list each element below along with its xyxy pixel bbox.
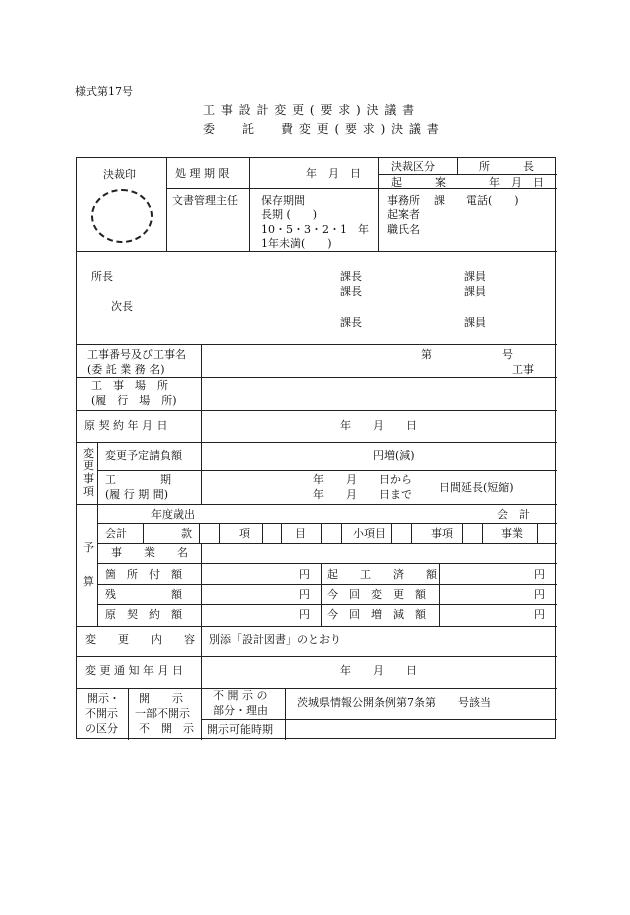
category-label: 決裁区分 xyxy=(391,160,435,173)
approval-staff-2: 課員 xyxy=(464,285,486,298)
budget-char-2: 算 xyxy=(83,575,94,588)
seal-label: 決裁印 xyxy=(103,168,136,181)
title-line-2: 委 託 費 変 更 ( 要 求 ) 決 議 書 xyxy=(203,122,440,136)
completed-label: 起 工 済 額 xyxy=(327,568,437,581)
reason-label-1: 不 開 示 の xyxy=(213,689,268,702)
retention-long: 長期 ( ) xyxy=(261,208,318,221)
project-name-label: 事 業 名 xyxy=(111,546,188,559)
this-delta-yen: 円 xyxy=(534,608,545,621)
moku-label: 目 xyxy=(295,527,306,540)
remaining-label: 残 額 xyxy=(105,588,182,601)
seal-circle xyxy=(91,189,153,243)
deadline-value: 年 月 日 xyxy=(306,167,361,180)
jikou-label: 事項 xyxy=(431,527,453,540)
section-label: 課 xyxy=(434,194,445,207)
position-label: 職氏名 xyxy=(387,223,420,236)
change-items-char-4: 項 xyxy=(83,485,94,498)
period-from: 年 月 日から xyxy=(313,473,412,486)
period-to: 年 月 日まで xyxy=(313,488,412,501)
kou-label: 項 xyxy=(239,527,250,540)
phone-label: 電話( ) xyxy=(466,194,519,207)
disclosure-option-3: 不 開 示 xyxy=(139,722,194,735)
doc-manager-label: 文書管理主任 xyxy=(172,194,238,207)
resolution-form xyxy=(76,157,556,739)
remaining-yen: 円 xyxy=(299,588,310,601)
original-contract-yen: 円 xyxy=(299,608,310,621)
period-sub-label: (履 行 期 間) xyxy=(105,488,169,501)
budget-char-1: 予 xyxy=(83,541,94,554)
completed-yen: 円 xyxy=(534,568,545,581)
change-items-char-2: 更 xyxy=(83,459,94,472)
extension-days: 日間延長(短縮) xyxy=(439,481,514,494)
reason-value: 茨城県情報公開条例第7条第 号該当 xyxy=(297,696,491,709)
change-items-char-3: 事 xyxy=(83,472,94,485)
approval-director: 所長 xyxy=(91,270,113,283)
approval-chief-1: 課長 xyxy=(340,270,362,283)
retention-title: 保存期間 xyxy=(261,194,305,207)
period-label: 工 期 xyxy=(105,473,171,486)
kan-label: 款 xyxy=(181,527,192,540)
planned-amount-value: 円増(減) xyxy=(373,449,415,462)
consign-name-label: (委 託 業 務 名) xyxy=(87,363,165,376)
approval-chief-2: 課長 xyxy=(340,285,362,298)
allocated-label: 箇 所 付 額 xyxy=(105,568,182,581)
reason-label-2: 部分・理由 xyxy=(213,704,268,717)
notify-date-label: 変 更 通 知 年 月 日 xyxy=(85,664,183,677)
disclosure-label-3: の区分 xyxy=(85,722,118,735)
disclosure-label-1: 開示・ xyxy=(87,692,120,705)
drafted-value: 年 月 日 xyxy=(489,176,544,189)
approval-chief-3: 課長 xyxy=(340,316,362,329)
subitem-label: 小項目 xyxy=(353,527,386,540)
this-change-yen: 円 xyxy=(534,588,545,601)
location-sub-label: (履 行 場 所) xyxy=(91,394,177,407)
location-label: 工 事 場 所 xyxy=(91,379,168,392)
approval-staff-1: 課員 xyxy=(464,270,486,283)
change-content-label: 変 更 内 容 xyxy=(85,633,195,646)
change-content-value: 別添「設計図書」のとおり xyxy=(209,633,341,646)
contract-date-value: 年 月 日 xyxy=(340,419,417,432)
drafter-label: 起案者 xyxy=(387,208,420,221)
contract-date-label: 原 契 約 年 月 日 xyxy=(84,419,168,432)
approval-deputy: 次長 xyxy=(111,300,133,313)
work-number-label: 工事番号及び工事名 xyxy=(87,348,186,361)
fiscal-year: 年度歳出 xyxy=(151,508,195,521)
approval-staff-3: 課員 xyxy=(464,316,486,329)
work-number-dai: 第 xyxy=(421,348,432,361)
this-change-label: 今 回 変 更 額 xyxy=(327,588,426,601)
work-suffix: 工事 xyxy=(512,363,534,376)
this-delta-label: 今 回 増 減 額 xyxy=(327,608,426,621)
account-header: 会 計 xyxy=(497,508,530,521)
title-line-1: 工 事 設 計 変 更 ( 要 求 ) 決 議 書 xyxy=(203,103,416,117)
notify-date-value: 年 月 日 xyxy=(340,664,417,677)
disclosure-option-2: 一部不開示 xyxy=(135,707,190,720)
planned-amount-label: 変更予定請負額 xyxy=(105,449,182,462)
allocated-yen: 円 xyxy=(299,568,310,581)
drafted-label: 起 案 xyxy=(391,176,446,189)
account-label: 会計 xyxy=(105,527,127,540)
retention-under1: 1年未満( ) xyxy=(261,237,332,250)
retention-years: 10・5・3・2・1 年 xyxy=(261,223,369,236)
disclosure-option-1: 開 示 xyxy=(139,692,183,705)
disclosure-label-2: 不開示 xyxy=(85,707,118,720)
office-label: 事務所 xyxy=(387,194,420,207)
work-number-go: 号 xyxy=(502,348,513,361)
deadline-label: 処 理 期 限 xyxy=(175,167,230,180)
original-contract-label: 原 契 約 額 xyxy=(105,608,182,621)
category-value: 所 長 xyxy=(479,160,534,173)
change-items-char-1: 変 xyxy=(83,447,94,460)
jigyou-label: 事業 xyxy=(501,527,523,540)
timing-label: 開示可能時期 xyxy=(207,723,273,736)
form-number: 様式第17号 xyxy=(75,85,133,98)
